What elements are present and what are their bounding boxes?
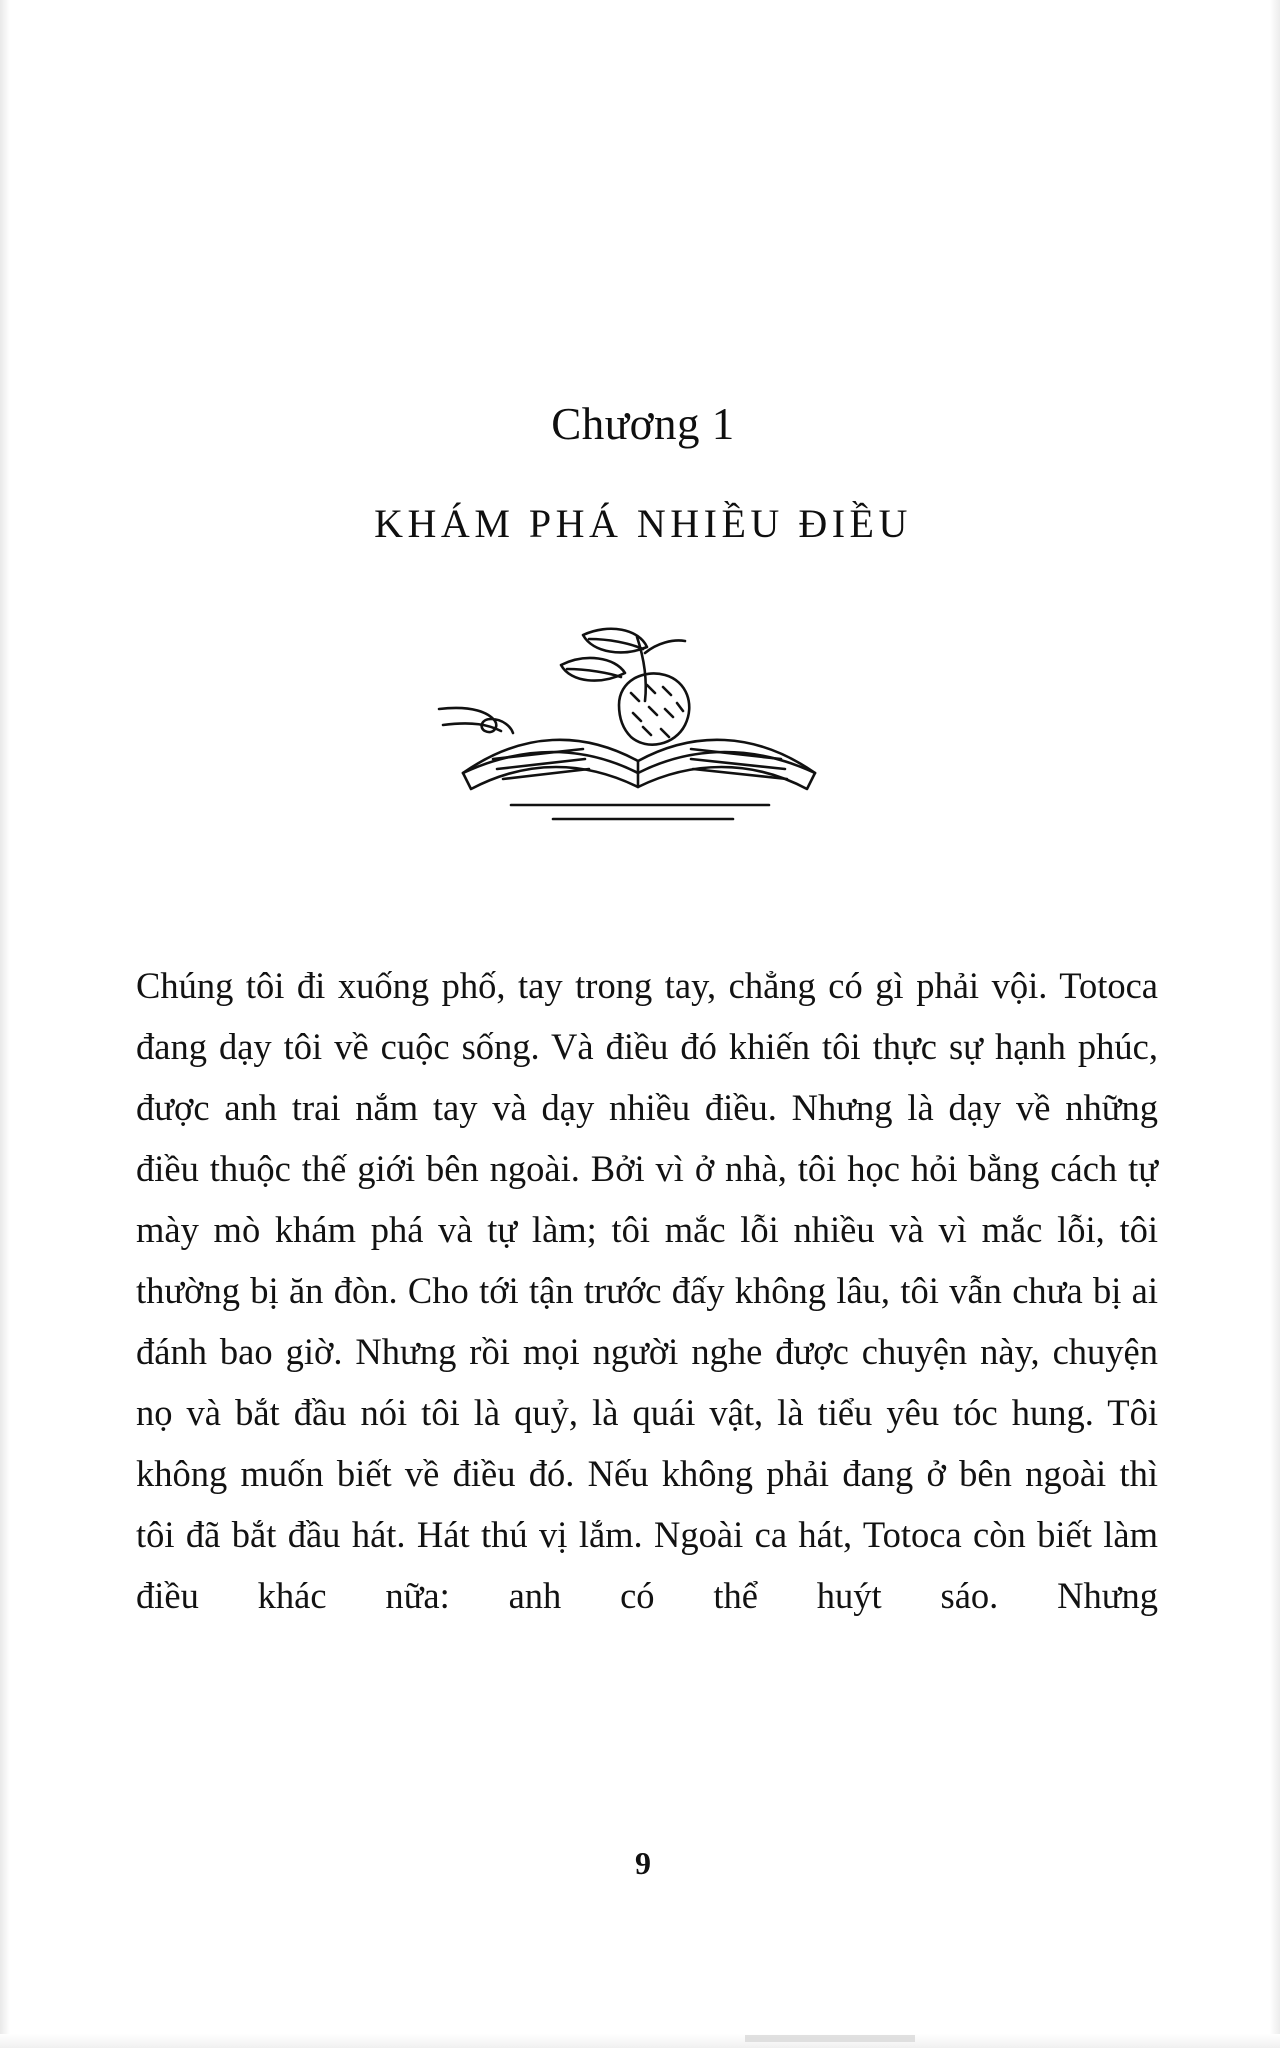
body-text xyxy=(136,955,1158,1626)
page-number: 9 xyxy=(635,1845,651,1881)
chapter-title: KHÁM PHÁ NHIỀU ĐIỀU xyxy=(374,501,912,546)
page-edge-shadow-right xyxy=(1270,0,1280,2048)
chapter-ornament xyxy=(128,608,1158,848)
page-content xyxy=(128,0,1158,2048)
page-bottom-artifact xyxy=(745,2035,915,2042)
open-book-with-fruit-branch-icon xyxy=(433,613,853,843)
body-paragraph: Chúng tôi đi xuống phố, tay trong tay, chẳng có gì phải vội. Totoca đang dạy tôi về cuộc sống. Và điều đó khiến tôi thực sự hạnh phúc, được anh trai nắm tay và dạy nhiều điều. Nhưng là dạy về những điều thuộc thế giới bên ngoài. Bởi vì ở nhà, tôi học hỏi bằng cách tự mày mò khám phá và tự làm; tôi mắc lỗi nhiều và vì mắc lỗi, tôi thường bị ăn đòn. Cho tới tận trước đấy không lâu, tôi vẫn chưa bị ai đánh bao giờ. Nhưng rồi mọi người nghe được chuyện này, chuyện nọ và bắt đầu nói tôi là quỷ, là quái vật, là tiểu yêu tóc hung. Tôi không muốn biết về điều đó. Nếu không phải đang ở bên ngoài thì tôi đã bắt đầu hát. Hát thú vị lắm. Ngoài ca hát, Totoca còn biết làm điều khác nữa: anh có thể huýt sáo. Nhưng xyxy=(136,965,1158,1616)
chapter-number: Chương 1 xyxy=(551,399,735,449)
page-edge-shadow-left xyxy=(0,0,10,2048)
